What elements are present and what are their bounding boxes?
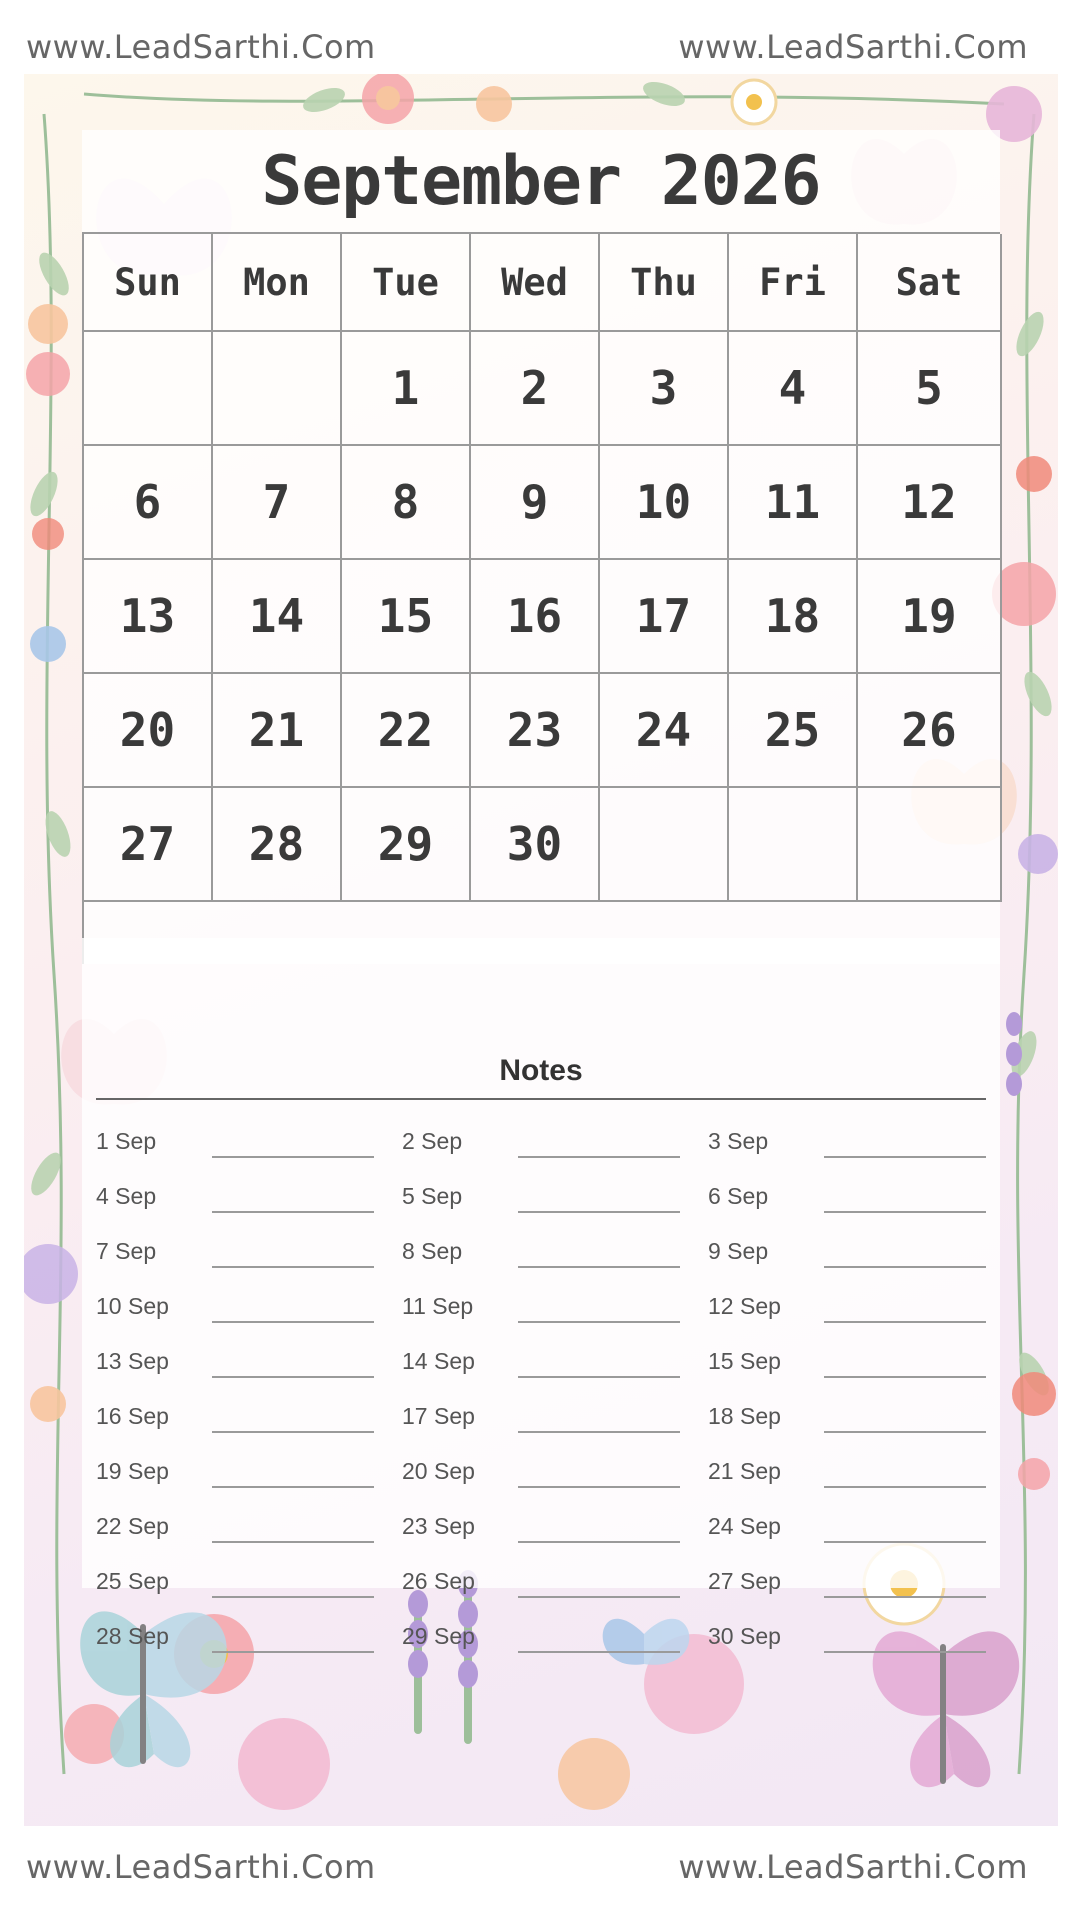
note-date-label: 4 Sep: [96, 1183, 157, 1209]
note-entry: [96, 1623, 386, 1663]
day-cell: [84, 332, 213, 446]
note-date-label: 22 Sep: [96, 1513, 169, 1539]
note-entry: [96, 1348, 386, 1388]
calendar-title: September 2026: [261, 142, 821, 221]
watermark-bottom-left: www.LeadSarthi.Com: [26, 1848, 376, 1886]
day-cell: 8: [342, 446, 471, 560]
weekday-mon: Mon: [213, 234, 342, 332]
day-cell: 9: [471, 446, 600, 560]
day-cell: 16: [471, 560, 600, 674]
weekday-thu: Thu: [600, 234, 729, 332]
note-entry: [402, 1568, 692, 1608]
note-date-label: 11 Sep: [402, 1293, 474, 1319]
note-write-line: [824, 1211, 986, 1213]
note-entry: [708, 1568, 998, 1608]
note-date-label: 2 Sep: [402, 1128, 463, 1154]
day-cell: 4: [729, 332, 858, 446]
note-write-line: [824, 1596, 986, 1598]
day-cell: 7: [213, 446, 342, 560]
note-date-label: 1 Sep: [96, 1128, 157, 1154]
note-entry: [402, 1293, 692, 1333]
weekday-sat: Sat: [858, 234, 1002, 332]
note-date-label: 17 Sep: [402, 1403, 475, 1429]
note-write-line: [212, 1266, 374, 1268]
day-cell: 27: [84, 788, 213, 902]
weekday-fri: Fri: [729, 234, 858, 332]
note-date-label: 16 Sep: [96, 1403, 169, 1429]
note-entry: [96, 1293, 386, 1333]
day-cell: 19: [858, 560, 1002, 674]
note-entry: [402, 1348, 692, 1388]
note-write-line: [212, 1376, 374, 1378]
note-entry: [402, 1458, 692, 1498]
notes-card: [82, 938, 1000, 1649]
notes-title: Notes: [499, 1054, 583, 1087]
watermark-bottom-right: www.LeadSarthi.Com: [678, 1848, 1028, 1886]
day-cell: 25: [729, 674, 858, 788]
day-cell: 15: [342, 560, 471, 674]
note-entry: [708, 1513, 998, 1553]
watermark-top-right: www.LeadSarthi.Com: [678, 28, 1028, 66]
note-date-label: 24 Sep: [708, 1513, 781, 1539]
day-cell: 2: [471, 332, 600, 446]
day-cell: 24: [600, 674, 729, 788]
note-write-line: [518, 1156, 680, 1158]
note-entry: [96, 1403, 386, 1443]
note-write-line: [824, 1431, 986, 1433]
note-date-label: 29 Sep: [402, 1623, 475, 1649]
note-write-line: [518, 1486, 680, 1488]
note-write-line: [212, 1541, 374, 1543]
note-entry: [402, 1183, 692, 1223]
note-write-line: [212, 1321, 374, 1323]
note-write-line: [212, 1211, 374, 1213]
note-write-line: [212, 1596, 374, 1598]
calendar-card: [82, 130, 1000, 964]
note-date-label: 30 Sep: [708, 1623, 781, 1649]
day-cell: 1: [342, 332, 471, 446]
note-entry: [708, 1183, 998, 1223]
note-date-label: 12 Sep: [708, 1293, 781, 1319]
note-write-line: [518, 1266, 680, 1268]
day-cell: 29: [342, 788, 471, 902]
day-cell: 21: [213, 674, 342, 788]
note-entry: [708, 1403, 998, 1443]
note-write-line: [824, 1541, 986, 1543]
weekday-wed: Wed: [471, 234, 600, 332]
day-cell: [729, 788, 858, 902]
day-cell: 12: [858, 446, 1002, 560]
weekday-sun: Sun: [84, 234, 213, 332]
note-date-label: 6 Sep: [708, 1183, 769, 1209]
note-entry: [96, 1128, 386, 1168]
note-date-label: 13 Sep: [96, 1348, 169, 1374]
day-cell: 30: [471, 788, 600, 902]
note-date-label: 14 Sep: [402, 1348, 475, 1374]
note-entry: [96, 1458, 386, 1498]
note-write-line: [212, 1651, 374, 1653]
note-write-line: [518, 1376, 680, 1378]
note-date-label: 23 Sep: [402, 1513, 475, 1539]
day-cell: 17: [600, 560, 729, 674]
note-write-line: [824, 1376, 986, 1378]
day-cell: 26: [858, 674, 1002, 788]
note-date-label: 25 Sep: [96, 1568, 169, 1594]
day-cell: 11: [729, 446, 858, 560]
note-date-label: 18 Sep: [708, 1403, 781, 1429]
note-entry: [402, 1513, 692, 1553]
note-entry: [96, 1568, 386, 1608]
note-write-line: [518, 1651, 680, 1653]
notes-divider: [96, 1098, 986, 1100]
note-entry: [708, 1623, 998, 1663]
day-cell: 14: [213, 560, 342, 674]
note-write-line: [518, 1431, 680, 1433]
day-cell: 28: [213, 788, 342, 902]
note-write-line: [212, 1156, 374, 1158]
note-entry: [402, 1128, 692, 1168]
note-date-label: 27 Sep: [708, 1568, 781, 1594]
note-entry: [402, 1623, 692, 1663]
day-cell: 20: [84, 674, 213, 788]
day-cell: 22: [342, 674, 471, 788]
note-entry: [708, 1238, 998, 1278]
note-write-line: [824, 1266, 986, 1268]
note-write-line: [824, 1651, 986, 1653]
note-date-label: 8 Sep: [402, 1238, 463, 1264]
note-date-label: 21 Sep: [708, 1458, 781, 1484]
note-write-line: [518, 1211, 680, 1213]
day-cell: 10: [600, 446, 729, 560]
note-write-line: [824, 1321, 986, 1323]
note-date-label: 7 Sep: [96, 1238, 157, 1264]
weekday-tue: Tue: [342, 234, 471, 332]
note-entry: [96, 1183, 386, 1223]
note-entry: [708, 1348, 998, 1388]
note-date-label: 3 Sep: [708, 1128, 769, 1154]
note-write-line: [518, 1321, 680, 1323]
note-write-line: [518, 1596, 680, 1598]
watermark-top-left: www.LeadSarthi.Com: [26, 28, 376, 66]
day-cell: [858, 788, 1002, 902]
note-entry: [708, 1128, 998, 1168]
note-entry: [708, 1293, 998, 1333]
day-cell: 18: [729, 560, 858, 674]
note-date-label: 15 Sep: [708, 1348, 781, 1374]
note-entry: [708, 1458, 998, 1498]
day-cell: 23: [471, 674, 600, 788]
day-cell: 6: [84, 446, 213, 560]
floral-frame: [24, 74, 1058, 1826]
note-date-label: 20 Sep: [402, 1458, 475, 1484]
note-date-label: 28 Sep: [96, 1623, 169, 1649]
note-entry: [402, 1238, 692, 1278]
note-write-line: [824, 1156, 986, 1158]
day-cell: [600, 788, 729, 902]
day-cell: 13: [84, 560, 213, 674]
note-write-line: [518, 1541, 680, 1543]
note-date-label: 26 Sep: [402, 1568, 475, 1594]
note-date-label: 19 Sep: [96, 1458, 169, 1484]
note-date-label: 5 Sep: [402, 1183, 463, 1209]
day-cell: 3: [600, 332, 729, 446]
note-date-label: 9 Sep: [708, 1238, 769, 1264]
note-write-line: [212, 1431, 374, 1433]
note-entry: [402, 1403, 692, 1443]
note-write-line: [824, 1486, 986, 1488]
day-cell: 5: [858, 332, 1002, 446]
note-entry: [96, 1238, 386, 1278]
calendar-grid: [82, 232, 1000, 964]
note-entry: [96, 1513, 386, 1553]
note-date-label: 10 Sep: [96, 1293, 169, 1319]
day-cell: [213, 332, 342, 446]
note-write-line: [212, 1486, 374, 1488]
